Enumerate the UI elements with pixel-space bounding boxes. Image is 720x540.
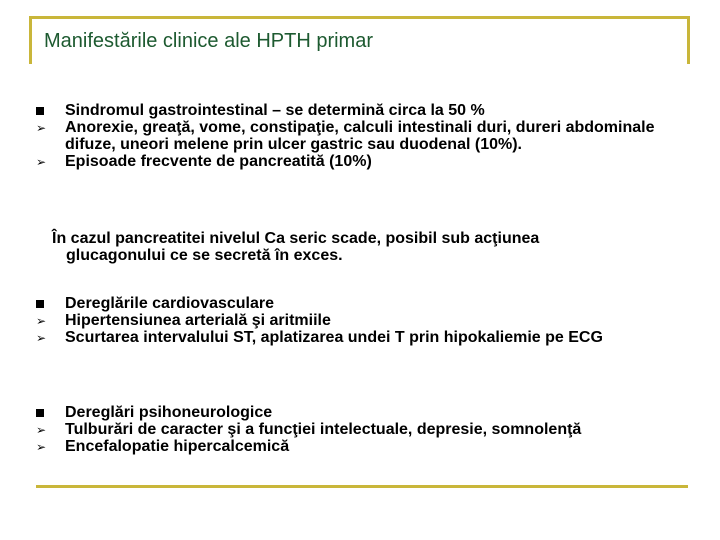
square-bullet-icon: [36, 404, 52, 421]
section-cardiovascular: [0, 295, 720, 346]
section-psychoneurological: [0, 404, 720, 455]
list-item: [0, 119, 720, 153]
page-title: Manifestările clinice ale HPTH primar: [44, 30, 373, 52]
list-item-text: Scurtarea intervalului ST, aplatizarea undei T prin hipokaliemie pe ECG: [65, 329, 603, 346]
list-item: [0, 312, 720, 329]
list-item: [0, 153, 720, 170]
list-item-text: Episoade frecvente de pancreatită (10%): [65, 153, 372, 170]
list-item: [0, 329, 720, 346]
note-line: În cazul pancreatitei nivelul Ca seric scade, posibil sub acţiunea: [52, 230, 540, 247]
pancreatitis-note: [52, 230, 702, 264]
list-item: [0, 421, 720, 438]
square-bullet-icon: [36, 295, 52, 312]
list-item-text: Dereglările cardiovasculare: [65, 295, 275, 312]
list-item: [0, 404, 720, 421]
arrowhead-bullet-icon: ➢: [36, 331, 47, 345]
arrowhead-bullet-icon: ➢: [36, 423, 47, 437]
list-item-text: Encefalopatie hipercalcemică: [65, 438, 290, 455]
list-item-text: Sindromul gastrointestinal – se determină circa la 50 %: [65, 102, 485, 119]
list-item-text: Hipertensiunea arterială şi aritmiile: [65, 312, 331, 329]
arrowhead-bullet-icon: ➢: [36, 314, 47, 328]
bottom-rule: [36, 485, 688, 488]
list-item: [0, 438, 720, 455]
arrowhead-bullet-icon: ➢: [36, 155, 47, 169]
list-item-text: Anorexie, greaţă, vome, constipaţie, calculi intestinali duri, dureri abdominale difuze, uneori melene prin ulcer gastric sau duodenal (10%).: [65, 119, 655, 153]
list-item-text: Tulburări de caracter şi a funcţiei intelectuale, depresie, somnolenţă: [65, 421, 582, 438]
note-line: glucagonului ce se secretă în exces.: [66, 247, 343, 264]
list-item: [0, 102, 720, 119]
list-item: [0, 295, 720, 312]
list-item-text: Dereglări psihoneurologice: [65, 404, 273, 421]
arrowhead-bullet-icon: ➢: [36, 440, 47, 454]
arrowhead-bullet-icon: ➢: [36, 121, 47, 135]
section-gastrointestinal: [0, 102, 720, 170]
square-bullet-icon: [36, 102, 52, 119]
